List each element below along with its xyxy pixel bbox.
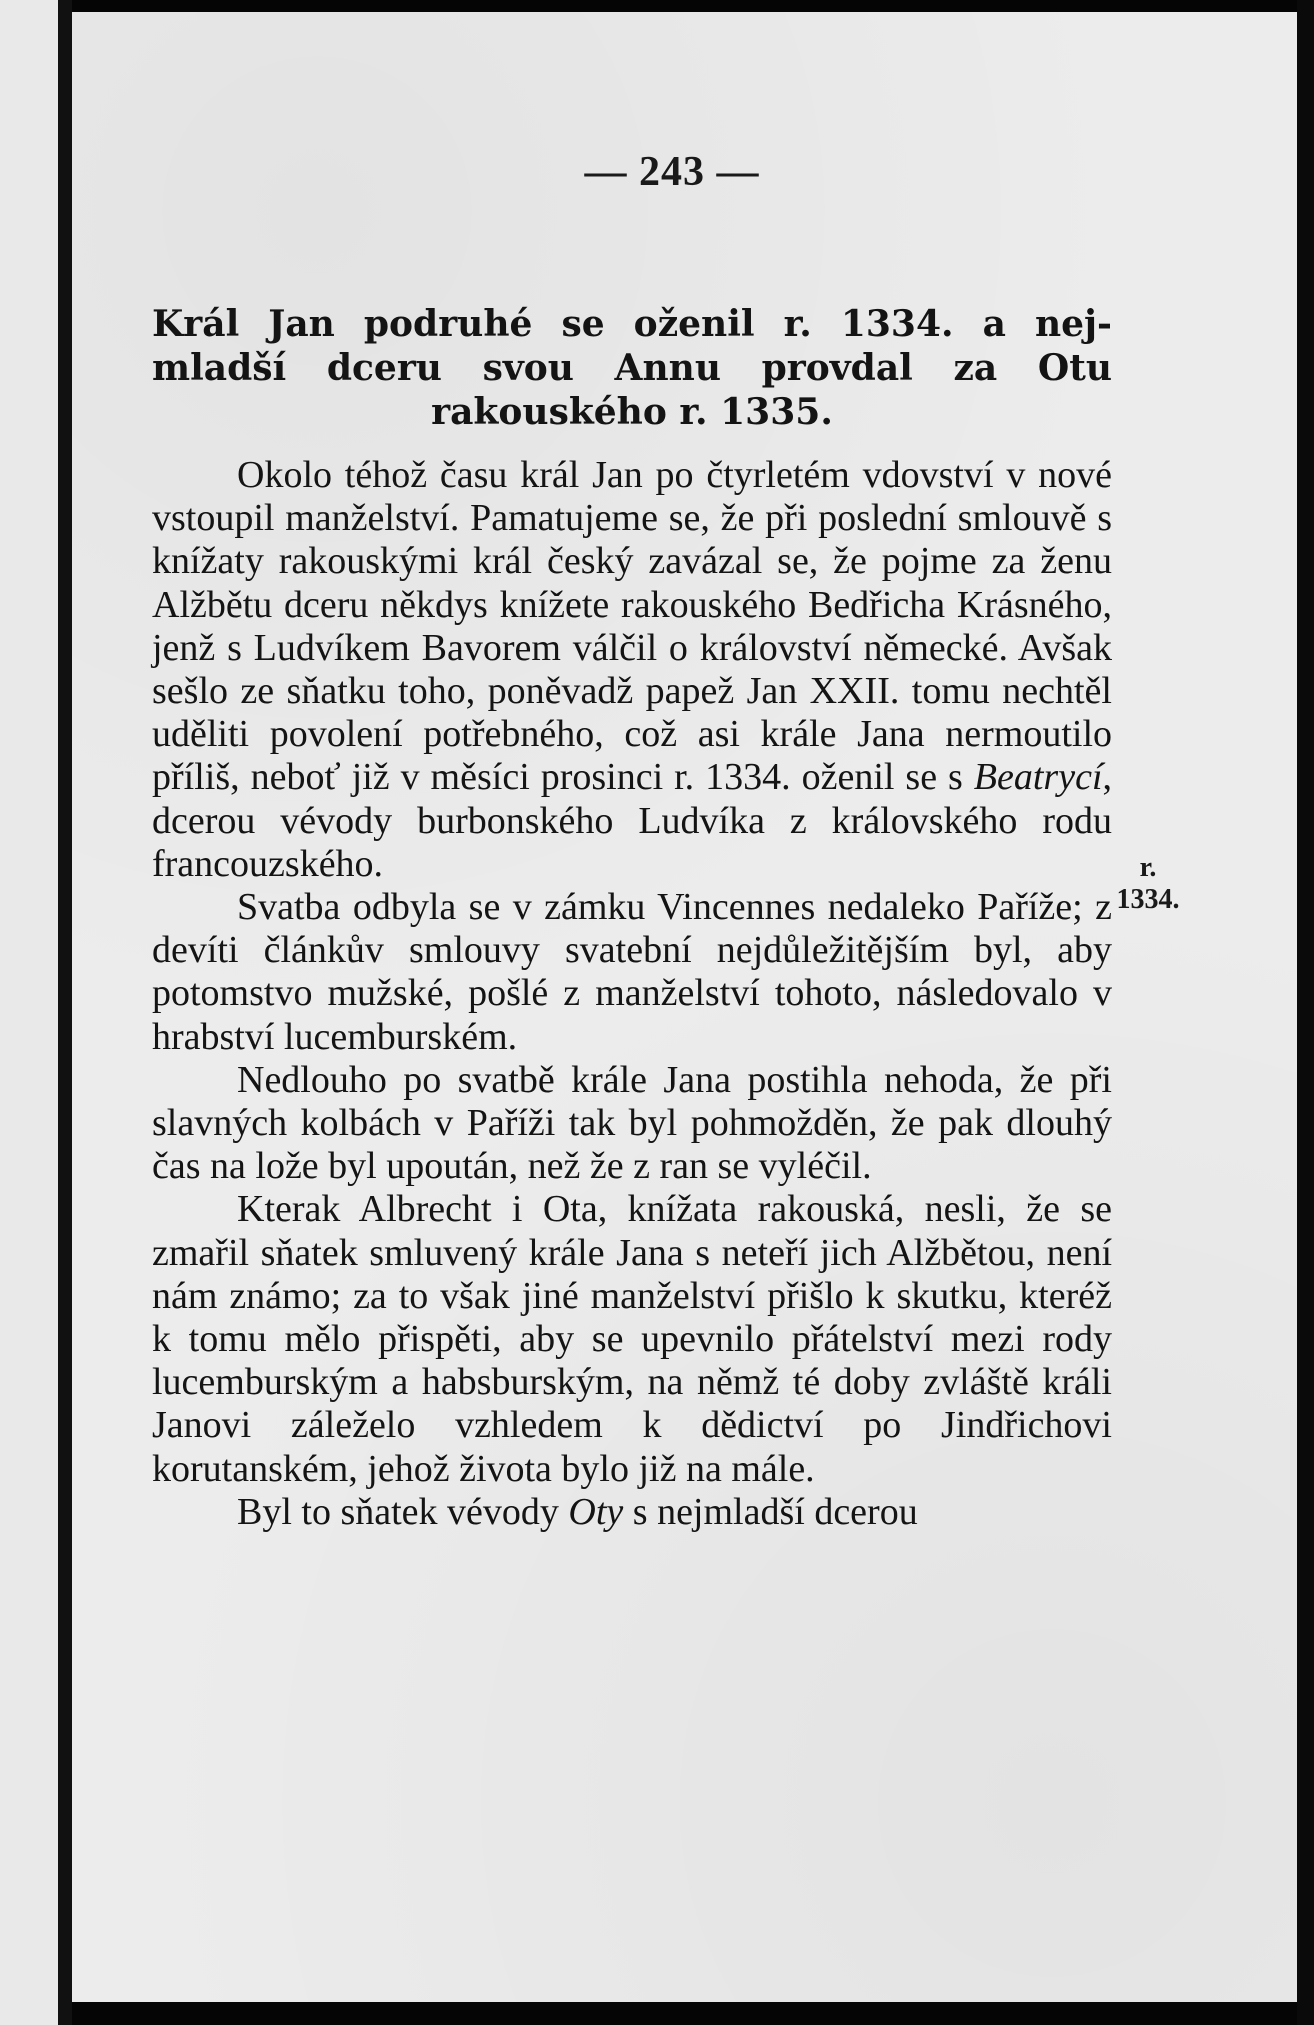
paragraph-4-text: Kterak Albrecht i Ota, knížata rakouská, nesli, že se zmařil sňatek smluvený krále Jana s neteří jich Alžbětou, není nám známo; za to však jiné manželství přišlo k skutku, kteréž k tomu mělo přispěti, aby se upevnilo přátelství mezi rody lucemburským a habsburským, na němž té doby zvláště králi Janovi záleželo vzhledem k dědictví po Jindřichovi korutanském, jehož života bylo již na mále. — [152, 1188, 1112, 1490]
paragraph-1-text: Okolo téhož času král Jan po čtyrletém vdovství v nové vstoupil manželství. Pamatujeme se, že při poslední smlouvě s knížaty rakouskými král český zavázal se, že pojme za ženu Alžbětu dceru někdys knížete rakouského Bedřicha Krásného, jenž s Ludvíkem Bavorem válčil o království německé. Avšak sešlo ze sňatku toho, poněvadž papež Jan XXII. tomu nechtěl uděliti povolení potřebného, což asi krále Jana nermoutilo příliš, neboť již v měsíci prosinci r. 1334. oženil se s — [152, 454, 1112, 799]
paragraph-5-text-after: s nejmladší dcerou — [623, 1490, 918, 1533]
right-page-edge — [1297, 0, 1314, 2025]
heading-line-3: rakouského r. 1335. — [431, 391, 833, 433]
paragraph-1 — [152, 454, 1112, 886]
paragraph-2 — [152, 886, 1112, 1059]
paragraph-1-text-after: , dcerou vévody burbonského Ludvíka z královského rodu francouzského. — [152, 756, 1112, 885]
chapter-heading — [152, 302, 1112, 434]
gutter-line — [58, 0, 72, 2025]
paragraph-1-italic: Beatrycí — [973, 756, 1103, 799]
paragraph-5-text: Byl to sňatek vévody — [237, 1490, 569, 1533]
heading-line-1: Král Jan podruhé se oženil r. 1334. a nej- — [152, 303, 1112, 345]
paragraph-5-italic: Oty — [568, 1490, 624, 1533]
margin-note — [1116, 852, 1180, 916]
paragraph-3 — [152, 1059, 1112, 1189]
left-margin-strip — [0, 0, 58, 2025]
margin-note-line-2: 1334. — [1116, 884, 1180, 915]
paragraph-4 — [152, 1188, 1112, 1490]
page-number-text: — 243 — — [584, 149, 760, 195]
page-number — [0, 148, 1314, 196]
paragraph-2-text: Svatba odbyla se v zámku Vincennes nedaleko Paříže; z devíti článkův smlouvy svatební nejdůležitějším byl, aby potomstvo mužské, pošlé z manželství tohoto, následovalo v hrabství lucemburském. — [152, 886, 1112, 1058]
text-block — [152, 302, 1112, 1534]
paragraph-3-text: Nedlouho po svatbě krále Jana postihla nehoda, že při slavných kolbách v Paříži tak byl pohmožděn, že pak dlouhý čas na lože byl upoután, než že z ran se vyléčil. — [152, 1058, 1112, 1188]
heading-line-2: mladší dceru svou Annu provdal za Otu — [152, 347, 1112, 389]
margin-note-line-1: r. — [1139, 852, 1157, 883]
body-text — [152, 454, 1112, 1534]
paragraph-5 — [152, 1491, 1112, 1534]
